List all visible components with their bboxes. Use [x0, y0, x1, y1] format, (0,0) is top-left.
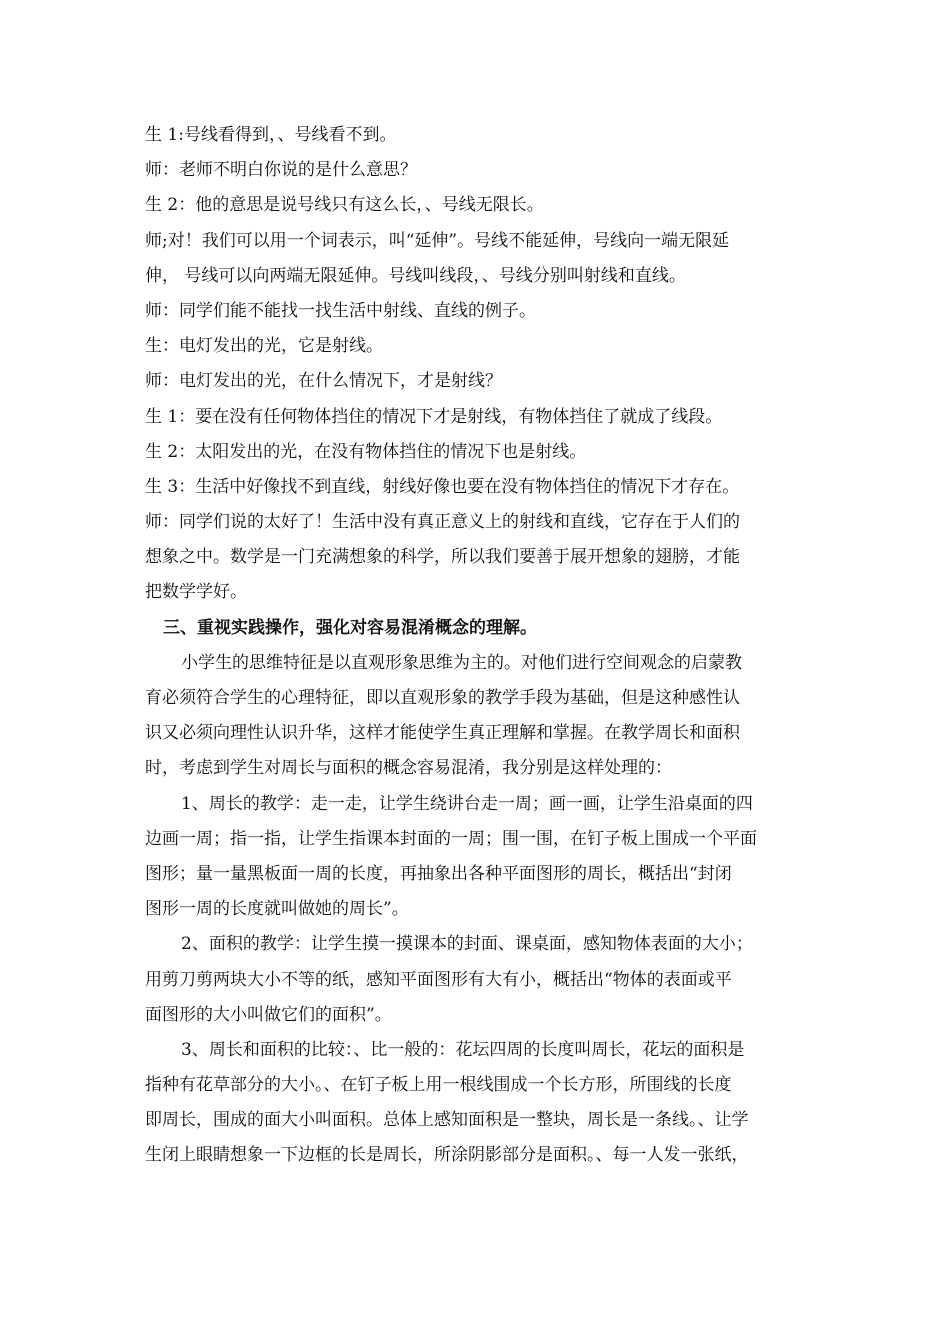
paragraph-line: 2、面积的教学：让学生摸一摸课本的封面、课桌面，感知物体表面的大小； — [181, 934, 753, 955]
paragraph-line: 识又必须向理性认识升华，这样才能使学生真正理解和掌握。在教学周长和面积 — [145, 723, 740, 744]
dialogue-line: 把数学学好。 — [145, 582, 247, 603]
paragraph-line: 面图形的大小叫做它们的面积”。 — [145, 1004, 392, 1025]
dialogue-line: 生 1：要在没有任何物体挡住的情况下才是射线，有物体挡住了就成了线段。 — [145, 406, 723, 427]
dialogue-line: 生 2：他的意思是说号线只有这么长，、号线无限长。 — [145, 195, 544, 216]
paragraph-line: 3、周长和面积的比较：、比一般的：花坛四周的长度叫周长，花坛的面积是 — [181, 1039, 745, 1060]
paragraph-line: 育必须符合学生的心理特征，即以直观形象的教学手段为基础，但是这种感性认 — [145, 688, 740, 708]
dialogue-line: 生：电灯发出的光，它是射线。 — [145, 336, 383, 357]
dialogue-line: 师;对！我们可以用一个词表示，叫“延伸”。号线不能延伸，号线向一端无限延 — [145, 230, 730, 251]
dialogue-line: 伸， 号线可以向两端无限延伸。号线叫线段，、号线分别叫射线和直线。 — [145, 265, 686, 286]
paragraph-line: 即周长，围成的面大小叫面积。总体上感知面积是一整块，周长是一条线。、让学 — [145, 1110, 749, 1131]
section-heading: 三、重视实践操作，强化对容易混淆概念的理解。 — [163, 617, 537, 638]
paragraph-line: 用剪刀剪两块大小不等的纸，感知平面图形有大有小，概括出“物体的表面或平 — [145, 969, 732, 990]
paragraph-line: 时，考虑到学生对周长与面积的概念容易混淆，我分别是这样处理的： — [145, 758, 672, 779]
paragraph-line: 图形；量一量黑板面一周的长度，再抽象出各种平面图形的周长，概括出“封闭 — [145, 863, 732, 884]
paragraph-line: 1、周长的教学：走一走，让学生绕讲台走一周；画一画，让学生沿桌面的四 — [181, 793, 753, 814]
dialogue-line: 师：电灯发出的光，在什么情况下，才是射线？ — [145, 371, 502, 392]
paragraph-line: 指种有花草部分的大小。、在钉子板上用一根线围成一个长方形，所围线的长度 — [145, 1075, 732, 1096]
paragraph-line: 生闭上眼睛想象一下边框的长是周长，所涂阴影部分是面积。、每一人发一张纸， — [145, 1145, 749, 1166]
paragraph-line: 图形一周的长度就叫做她的周长”。 — [145, 899, 409, 920]
dialogue-line: 师：同学们能不能找一找生活中射线、直线的例子。 — [145, 300, 536, 321]
dialogue-line: 生 2：太阳发出的光，在没有物体挡住的情况下也是射线。 — [145, 441, 587, 462]
paragraph-line: 边画一周；指一指，让学生指课本封面的一周；围一围，在钉子板上围成一个平面 — [145, 828, 757, 849]
dialogue-line: 想象之中。数学是一门充满想象的科学，所以我们要善于展开想象的翅膀，才能 — [145, 547, 740, 568]
paragraph-line: 小学生的思维特征是以直观形象思维为主的。对他们进行空间观念的启蒙教 — [181, 652, 742, 673]
dialogue-line: 生 3：生活中好像找不到直线，射线好像也要在没有物体挡住的情况下才存在。 — [145, 476, 740, 497]
dialogue-line: 生 1:号线看得到，、号线看不到。 — [145, 125, 397, 145]
dialogue-line: 师：同学们说的太好了！生活中没有真正意义上的射线和直线，它存在于人们的 — [145, 512, 740, 533]
document-body — [145, 118, 810, 1174]
dialogue-line: 师：老师不明白你说的是什么意思？ — [145, 160, 417, 181]
